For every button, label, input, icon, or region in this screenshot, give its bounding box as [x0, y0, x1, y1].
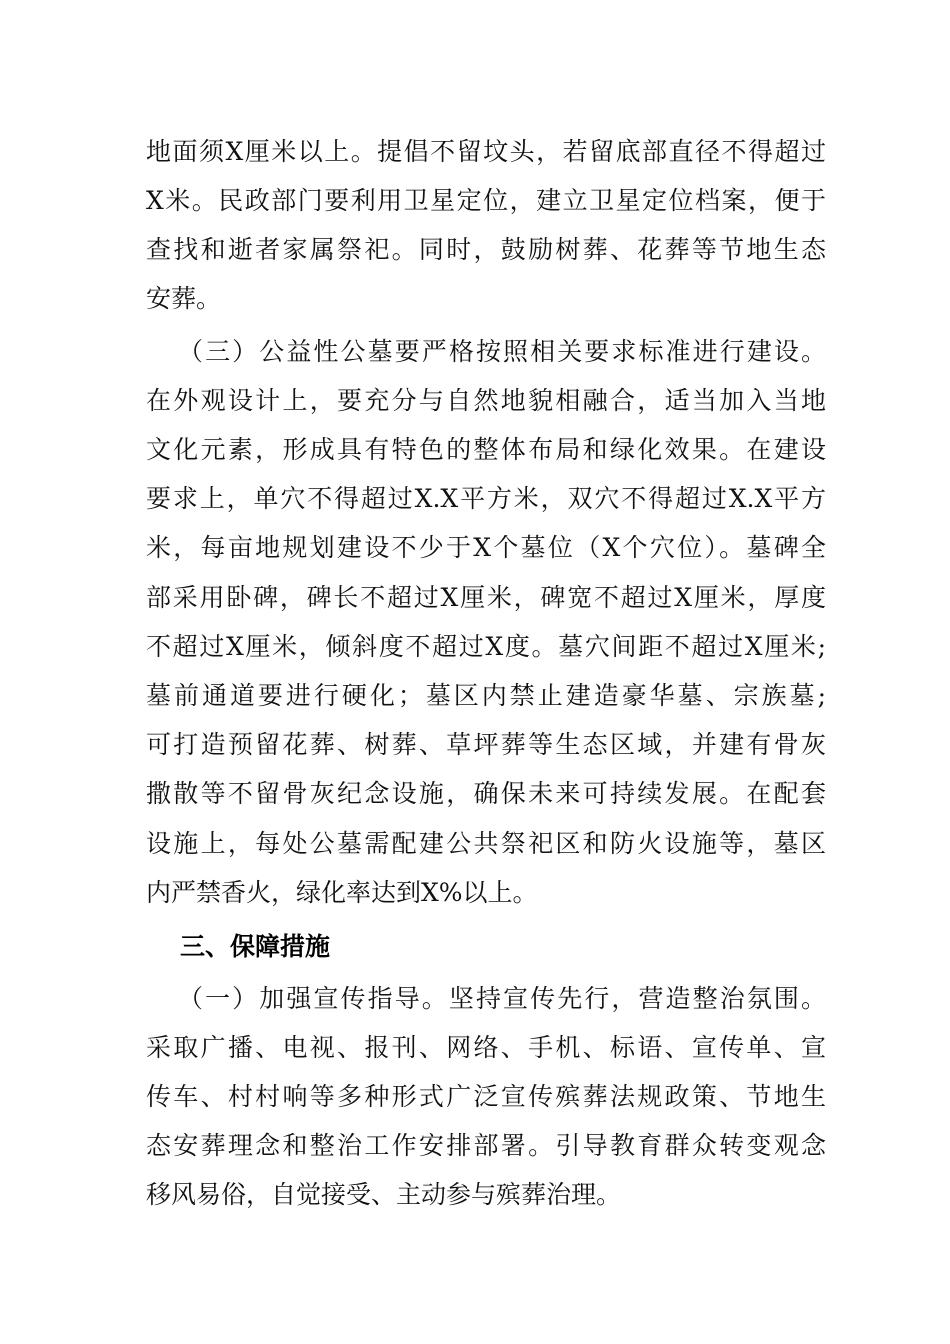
text-line: 移风易俗，自觉接受、主动参与殡葬治理。 [146, 1180, 622, 1209]
text-line: 米，每亩地规划建设不少于X个墓位（X个穴位）。墓碑全 [146, 533, 826, 562]
text-line: 不超过X厘米，倾斜度不超过X度。墓穴间距不超过X厘米; [146, 632, 826, 661]
text-line: 可打造预留花葬、树葬、草坪葬等生态区域，并建有骨灰 [146, 730, 826, 759]
text-line: 撒散等不留骨灰纪念设施，确保未来可持续发展。在配套 [146, 779, 826, 808]
text-line: 查找和逝者家属祭祀。同时，鼓励树葬、花葬等节地生态 [146, 235, 826, 264]
text-line: 态安葬理念和整治工作安排部署。引导教育群众转变观念 [146, 1131, 826, 1160]
text-line: （三）公益性公墓要严格按照相关要求标准进行建设。 [178, 337, 826, 366]
text-line: 内严禁香火，绿化率达到X%以上。 [146, 878, 538, 907]
text-line: 地面须X厘米以上。提倡不留坟头，若留底部直径不得超过 [146, 137, 826, 166]
text-line: 部采用卧碑，碑长不超过X厘米，碑宽不超过X厘米，厚度 [146, 583, 826, 612]
text-line: （一）加强宣传指导。坚持宣传先行，营造整治氛围。 [178, 984, 826, 1013]
text-line: X米。民政部门要利用卫星定位，建立卫星定位档案，便于 [146, 186, 826, 215]
text-line: 采取广播、电视、报刊、网络、手机、标语、宣传单、宣 [146, 1033, 826, 1062]
text-line: 设施上，每处公墓需配建公共祭祀区和防火设施等，墓区 [146, 829, 826, 858]
section-heading: 三、保障措施 [180, 932, 331, 961]
text-line: 墓前通道要进行硬化；墓区内禁止建造豪华墓、宗族墓; [146, 681, 826, 710]
text-line: 文化元素，形成具有特色的整体布局和绿化效果。在建设 [146, 435, 826, 464]
text-line: 要求上，单穴不得超过X.X平方米，双穴不得超过X.X平方 [146, 484, 826, 513]
text-line: 在外观设计上，要充分与自然地貌相融合，适当加入当地 [146, 386, 826, 415]
text-line: 安葬。 [146, 284, 222, 313]
text-line: 传车、村村响等多种形式广泛宣传殡葬法规政策、节地生 [146, 1082, 826, 1111]
